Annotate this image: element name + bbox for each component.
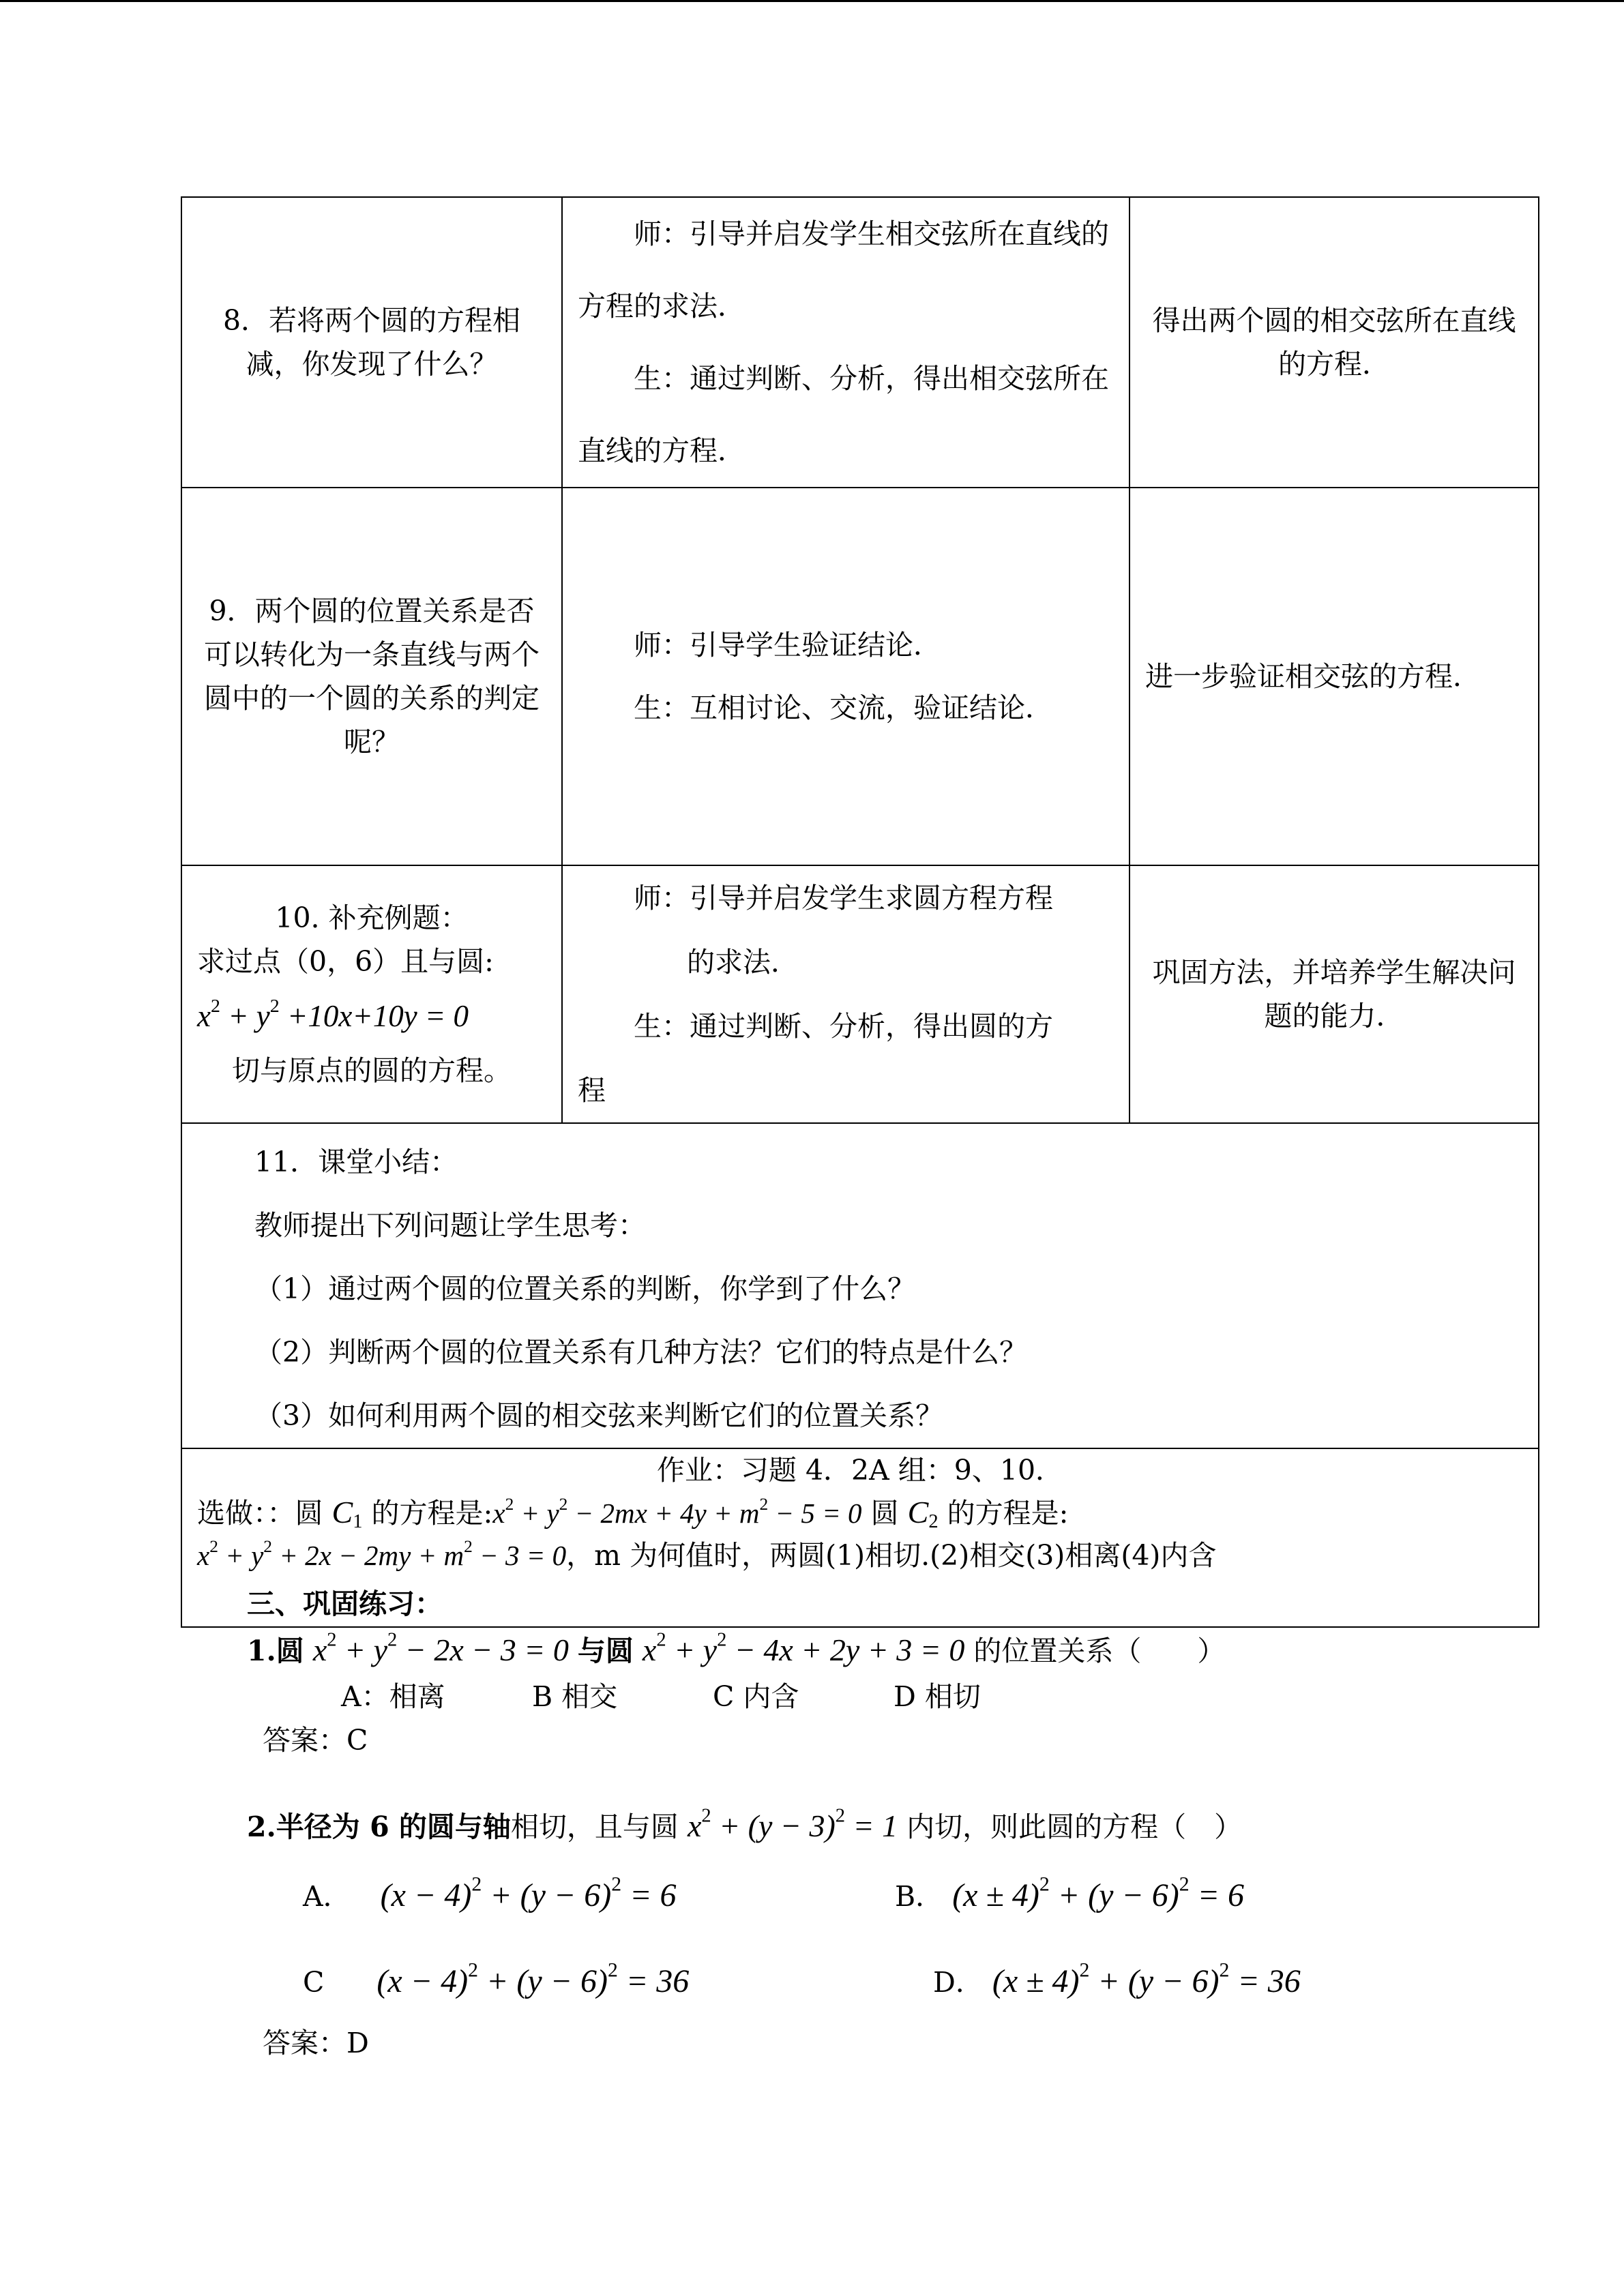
option-label: B． [895, 1880, 944, 1913]
table-row [181, 865, 1539, 1123]
summary-question: （3）如何利用两个圆的相交弦来判断它们的位置关系？ [254, 1399, 944, 1432]
question-cell [181, 197, 562, 488]
lesson-table [181, 196, 1539, 1628]
summary-question: （1）通过两个圆的位置关系的判断，你学到了什么？ [254, 1272, 916, 1305]
activity-cell [562, 488, 1130, 865]
teacher-text: 师：引导并启发学生相交弦所在直线的方程的求法． [578, 218, 1109, 323]
homework-label: 圆 [870, 1497, 899, 1530]
q1-number: 1.圆 [247, 1635, 304, 1667]
summary-intro: 教师提出下列问题让学生思考： [254, 1209, 646, 1242]
q1-option-b: B 相交 [532, 1680, 618, 1713]
question-text: 9．两个圆的位置关系是否可以转化为一条直线与两个圆中的一个圆的关系的判定呢？ [204, 595, 540, 758]
activity-cell [562, 865, 1130, 1123]
example-title: 10. 补充例题： [275, 901, 469, 934]
activity-cell [562, 197, 1130, 488]
q1-end: 的位置关系（ ） [973, 1635, 1226, 1667]
summary-row [181, 1123, 1539, 1448]
teacher-text: 师：引导并启发学生求圆方程方程 [634, 882, 1053, 914]
q1-option-c: C 内含 [713, 1680, 799, 1713]
summary-question: （2）判断两个圆的位置关系有几种方法？它们的特点是什么？ [254, 1336, 1028, 1369]
option-label: A． [303, 1880, 351, 1913]
teacher-text-cont: 的求法． [687, 946, 799, 979]
example-line: 求过点（0，6）且与圆: [197, 945, 494, 978]
q2-option-c: C $(x - 4)^2 + (y - 6)^2 = 36$ [303, 1958, 690, 1999]
homework-label: 选做：：圆 [197, 1497, 323, 1530]
table-row [181, 488, 1539, 865]
question-cell [181, 488, 562, 865]
question-1: 1.圆 $x^2 + y^2 - 2x - 3 = 0$ 与圆 $x^2 + y^2 - 4x + 2y + 3 = 0$ 的位置关系（ ） [247, 1629, 1226, 1667]
student-text: 生：通过判断、分析，得出相交弦所在直线的方程． [578, 362, 1109, 467]
q2-option-b: B． $(x \pm 4)^2 + (y - 6)^2 = 6$ [895, 1873, 1245, 1913]
homework-line: 作业：习题 4．2A 组：9、10． [656, 1454, 1064, 1487]
homework-optional: 选做：：圆 $C_1$ 的方程是$:x^2 + y^2 - 2mx + 4y + m^2 - 5 = 0$ 圆 $C_2$ 的方程是: [197, 1494, 1069, 1533]
q2-lead: 2.半径为 6 的圆与轴 [247, 1810, 511, 1843]
option-label: C [303, 1966, 325, 1999]
q1-answer: 答案：C [263, 1724, 368, 1757]
question-2: 2.半径为 6 的圆与轴相切，且与圆 $x^2 + (y - 3)^2 = 1$ 内切，则此圆的方程（ ） [247, 1805, 1243, 1843]
q2-end: 内切，则此圆的方程（ ） [906, 1810, 1243, 1843]
purpose-cell [1130, 865, 1539, 1123]
q1-option-d: D 相切 [894, 1680, 981, 1713]
option-label: D． [933, 1966, 984, 1999]
table-row [181, 197, 1539, 488]
purpose-cell [1130, 197, 1539, 488]
q2-option-a: A． $(x - 4)^2 + (y - 6)^2 = 6$ [303, 1873, 677, 1913]
student-text-cont: 程 [578, 1074, 606, 1107]
q2-option-d: D． $(x \pm 4)^2 + (y - 6)^2 = 36$ [933, 1958, 1301, 1999]
purpose-text: 得出两个圆的相交弦所在直线的方程． [1152, 304, 1516, 381]
example-equation: $x^2 + y^2 +10x+10y = 0$ [197, 996, 469, 1033]
homework-label: 的方程是: [371, 1497, 493, 1530]
homework-equation: $x^2 + y^2 + 2x - 2my + m^2 - 3 = 0$，m 为何值时，两圆(1)相切.(2)相交(3)相离(4)内含 [197, 1536, 1217, 1572]
purpose-text: 巩固方法，并培养学生解决问题的能力． [1152, 956, 1516, 1032]
question-text: 8．若将两个圆的方程相减，你发现了什么？ [222, 304, 521, 381]
homework-tail: ，m 为何值时，两圆(1)相切.(2)相交(3)相离(4)内含 [566, 1539, 1217, 1572]
practice-heading: 三、巩固练习： [247, 1587, 443, 1620]
purpose-cell [1130, 488, 1539, 865]
question-cell [181, 865, 562, 1123]
summary-title: 11．课堂小结： [254, 1146, 458, 1178]
q2-lead-rest: 相切，且与圆 [510, 1810, 679, 1843]
q2-answer: 答案：D [263, 2027, 369, 2059]
example-tail: 切与原点的圆的方程。 [232, 1054, 512, 1087]
student-text: 生：互相讨论、交流，验证结论． [634, 691, 1053, 724]
homework-label: 的方程是: [947, 1497, 1069, 1530]
teacher-text: 师：引导学生验证结论． [634, 629, 941, 661]
student-text: 生：通过判断、分析，得出圆的方 [634, 1010, 1053, 1043]
q1-connector: 与圆 [577, 1635, 634, 1667]
q1-option-a: A：相离 [341, 1680, 445, 1713]
summary-cell [181, 1123, 1539, 1448]
purpose-text: 进一步验证相交弦的方程． [1145, 660, 1481, 693]
page-top-border [0, 0, 1624, 2]
